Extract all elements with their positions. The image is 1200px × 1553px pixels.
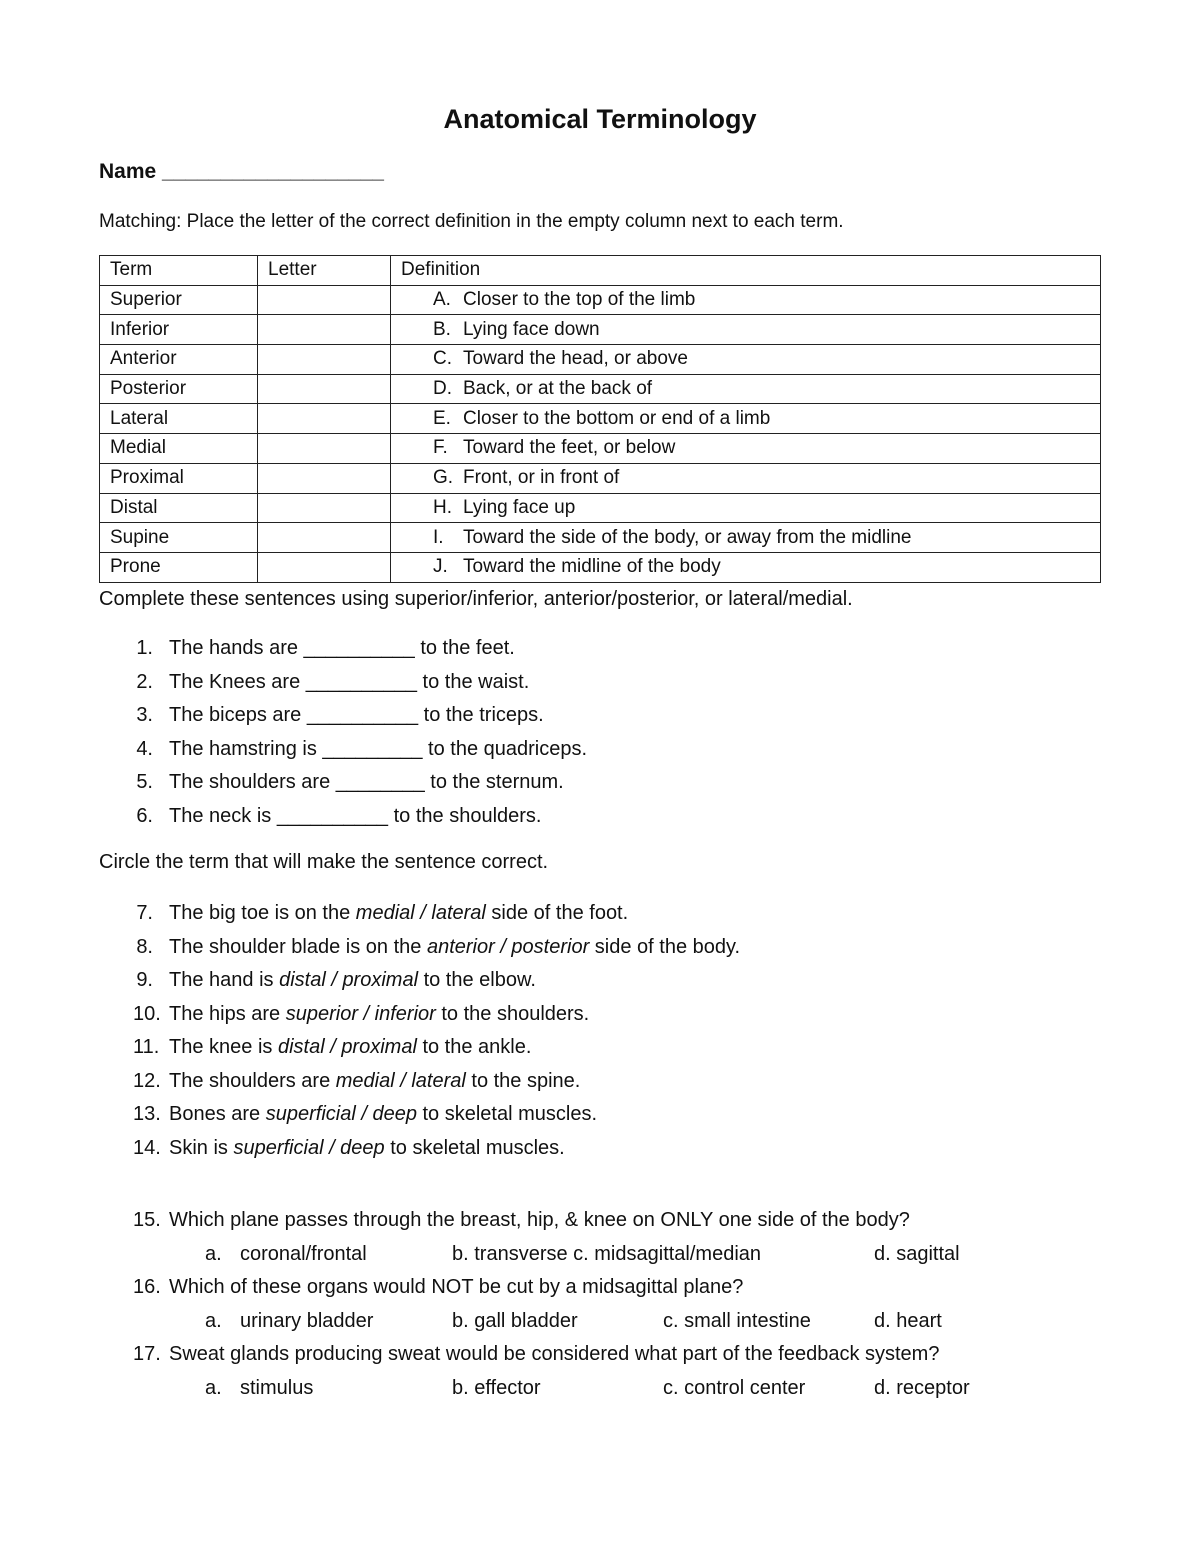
- question-text: Which of these organs would NOT be cut by a midsagittal plane?: [169, 1276, 744, 1298]
- list-item: [99, 1065, 740, 1099]
- sentence-start: Skin is: [169, 1136, 234, 1159]
- item-text: The biceps are __________ to the triceps.: [169, 704, 544, 726]
- item-number: 10.: [133, 1002, 161, 1025]
- table-row: [100, 523, 1101, 553]
- answer-option[interactable]: d. sagittal: [874, 1242, 960, 1265]
- item-number: 6.: [136, 804, 153, 827]
- sentence-start: The knee is: [169, 1036, 278, 1058]
- definition-letter: B.: [433, 318, 451, 340]
- matching-instructions: Matching: Place the letter of the correct definition in the empty column next to each term.: [99, 211, 844, 232]
- sentence-start: The shoulder blade is on the: [169, 935, 427, 958]
- option-marker: a.: [205, 1242, 222, 1265]
- term-cell: Distal: [100, 493, 258, 523]
- definition-letter: A.: [433, 289, 451, 311]
- definition-cell: [391, 374, 1101, 404]
- sentence-start: The hips are: [169, 1002, 286, 1025]
- table-row: [100, 345, 1101, 375]
- list-item: [99, 699, 587, 733]
- question-number: 16.: [133, 1276, 161, 1298]
- sentence-start: The big toe is on the: [169, 902, 356, 924]
- mc-question: [99, 1271, 1101, 1338]
- mc-question: [99, 1338, 1101, 1405]
- definition-cell: [391, 552, 1101, 582]
- table-row: [100, 434, 1101, 464]
- option-marker: a.: [205, 1309, 222, 1332]
- table-row: [100, 404, 1101, 434]
- sentence-end: to skeletal muscles.: [384, 1136, 565, 1159]
- item-number: 11.: [133, 1036, 160, 1058]
- list-item: [99, 1132, 740, 1166]
- letter-answer-cell[interactable]: [258, 285, 391, 315]
- letter-answer-cell[interactable]: [258, 463, 391, 493]
- term-choice[interactable]: distal / proximal: [279, 969, 419, 991]
- question-text: Sweat glands producing sweat would be considered what part of the feedback system?: [169, 1343, 940, 1365]
- item-text: The hands are __________ to the feet.: [169, 637, 515, 659]
- mc-question: [99, 1204, 1101, 1271]
- item-text: The neck is __________ to the shoulders.: [169, 804, 542, 827]
- definition-text: Toward the head, or above: [463, 348, 688, 370]
- term-cell: Proximal: [100, 463, 258, 493]
- definition-cell: [391, 463, 1101, 493]
- term-choice[interactable]: superficial / deep: [265, 1103, 417, 1125]
- definition-letter: I.: [433, 526, 444, 548]
- term-choice[interactable]: superior / inferior: [285, 1002, 436, 1025]
- letter-answer-cell[interactable]: [258, 523, 391, 553]
- definition-text: Toward the side of the body, or away from the midline: [463, 526, 912, 548]
- list-item: [99, 931, 740, 965]
- item-number: 8.: [136, 935, 153, 958]
- answer-option[interactable]: b. gall bladder: [452, 1309, 578, 1332]
- mc-stem: [99, 1271, 1101, 1305]
- item-number: 9.: [136, 969, 153, 991]
- term-cell: Prone: [100, 552, 258, 582]
- term-choice[interactable]: superficial / deep: [233, 1136, 385, 1159]
- list-item: [99, 733, 587, 767]
- term-choice[interactable]: distal / proximal: [277, 1036, 417, 1058]
- table-row: [100, 285, 1101, 315]
- item-text: The shoulders are ________ to the sternum.: [169, 771, 564, 793]
- definition-cell: [391, 315, 1101, 345]
- mc-stem: [99, 1204, 1101, 1238]
- table-row: [100, 463, 1101, 493]
- term-cell: Posterior: [100, 374, 258, 404]
- list-item: [99, 666, 587, 700]
- item-number: 3.: [136, 704, 153, 726]
- header-letter: Letter: [258, 256, 391, 286]
- section-heading-complete: Complete these sentences using superior/inferior, anterior/posterior, or lateral/medial.: [99, 588, 853, 610]
- sentence-end: to the spine.: [465, 1069, 581, 1092]
- letter-answer-cell[interactable]: [258, 493, 391, 523]
- item-number: 1.: [136, 637, 153, 659]
- letter-answer-cell[interactable]: [258, 345, 391, 375]
- answer-option[interactable]: stimulus: [240, 1376, 314, 1399]
- table-header-row: [100, 256, 1101, 286]
- answer-option[interactable]: c. control center: [663, 1376, 806, 1399]
- term-cell: Lateral: [100, 404, 258, 434]
- letter-answer-cell[interactable]: [258, 434, 391, 464]
- definition-letter: E.: [433, 407, 451, 429]
- definition-text: Closer to the bottom or end of a limb: [463, 407, 771, 429]
- sentence-end: to the ankle.: [416, 1036, 532, 1058]
- list-item: [99, 897, 740, 931]
- sentence-start: Bones are: [169, 1103, 266, 1125]
- page-title: Anatomical Terminology: [443, 104, 757, 134]
- term-cell: Supine: [100, 523, 258, 553]
- term-choice[interactable]: anterior / posterior: [426, 935, 590, 958]
- answer-option[interactable]: d. receptor: [874, 1376, 970, 1399]
- definition-letter: F.: [433, 437, 448, 459]
- list-item: [99, 964, 740, 998]
- answer-option[interactable]: coronal/frontal: [240, 1242, 367, 1265]
- term-cell: Anterior: [100, 345, 258, 375]
- sentence-end: to skeletal muscles.: [416, 1103, 598, 1125]
- item-number: 2.: [136, 670, 153, 693]
- definition-cell: [391, 345, 1101, 375]
- item-number: 12.: [133, 1069, 161, 1092]
- letter-answer-cell[interactable]: [258, 552, 391, 582]
- definition-cell: [391, 434, 1101, 464]
- answer-option[interactable]: d. heart: [874, 1309, 942, 1332]
- list-item: [99, 998, 740, 1032]
- definition-letter: C.: [433, 348, 452, 370]
- definition-cell: [391, 285, 1101, 315]
- definition-text: Toward the feet, or below: [463, 437, 676, 459]
- circle-term-list: [99, 897, 740, 1165]
- mc-options: [99, 1372, 1101, 1406]
- sentence-end: side of the foot.: [485, 902, 629, 924]
- question-number: 15.: [133, 1209, 161, 1231]
- question-text: Which plane passes through the breast, hip, & knee on ONLY one side of the body?: [169, 1209, 910, 1231]
- sentence-end: side of the body.: [589, 935, 741, 958]
- sentence-end: to the elbow.: [418, 969, 536, 991]
- name-field-label: Name ___________________: [99, 160, 384, 183]
- table-row: [100, 374, 1101, 404]
- list-item: [99, 1031, 740, 1065]
- item-number: 13.: [133, 1103, 161, 1125]
- section-heading-circle: Circle the term that will make the sentence correct.: [99, 851, 549, 873]
- definition-text: Front, or in front of: [463, 467, 620, 489]
- option-marker: a.: [205, 1376, 222, 1399]
- table-row: [100, 493, 1101, 523]
- answer-option[interactable]: c. small intestine: [663, 1309, 811, 1332]
- definition-cell: [391, 493, 1101, 523]
- sentence-start: The hand is: [169, 969, 280, 991]
- letter-answer-cell[interactable]: [258, 404, 391, 434]
- sentence-start: The shoulders are: [169, 1069, 336, 1092]
- definition-cell: [391, 404, 1101, 434]
- sentence-end: to the shoulders.: [435, 1002, 590, 1025]
- definition-letter: H.: [433, 496, 452, 518]
- definition-letter: J.: [433, 556, 448, 578]
- item-number: 14.: [133, 1136, 161, 1159]
- list-item: [99, 766, 587, 800]
- header-definition: Definition: [391, 256, 1101, 286]
- definition-text: Lying face down: [463, 318, 600, 340]
- definition-text: Back, or at the back of: [463, 378, 653, 400]
- list-item: [99, 800, 587, 834]
- mc-options: [99, 1305, 1101, 1339]
- question-number: 17.: [133, 1343, 161, 1365]
- list-item: [99, 1098, 740, 1132]
- definition-text: Closer to the top of the limb: [463, 289, 696, 311]
- answer-option[interactable]: urinary bladder: [240, 1309, 374, 1332]
- fill-in-list: [99, 632, 587, 833]
- term-cell: Medial: [100, 434, 258, 464]
- mc-options: [99, 1238, 1101, 1272]
- list-item: [99, 632, 587, 666]
- letter-answer-cell[interactable]: [258, 315, 391, 345]
- term-choice[interactable]: medial / lateral: [335, 1069, 466, 1092]
- item-number: 7.: [136, 902, 153, 924]
- item-number: 5.: [136, 771, 153, 793]
- mc-stem: [99, 1338, 1101, 1372]
- term-choice[interactable]: medial / lateral: [355, 902, 486, 924]
- header-term: Term: [100, 256, 258, 286]
- definition-text: Lying face up: [463, 496, 576, 518]
- table-row: [100, 315, 1101, 345]
- answer-option[interactable]: b. transverse c. midsagittal/median: [452, 1242, 762, 1265]
- item-text: The hamstring is _________ to the quadriceps.: [169, 737, 588, 760]
- matching-table: [99, 255, 1101, 583]
- answer-option[interactable]: b. effector: [452, 1376, 541, 1399]
- definition-cell: [391, 523, 1101, 553]
- item-text: The Knees are __________ to the waist.: [169, 670, 530, 693]
- definition-letter: D.: [433, 378, 452, 400]
- term-cell: Superior: [100, 285, 258, 315]
- item-number: 4.: [136, 737, 153, 760]
- letter-answer-cell[interactable]: [258, 374, 391, 404]
- term-cell: Inferior: [100, 315, 258, 345]
- table-row: [100, 552, 1101, 582]
- definition-text: Toward the midline of the body: [463, 556, 721, 578]
- definition-letter: G.: [433, 467, 454, 489]
